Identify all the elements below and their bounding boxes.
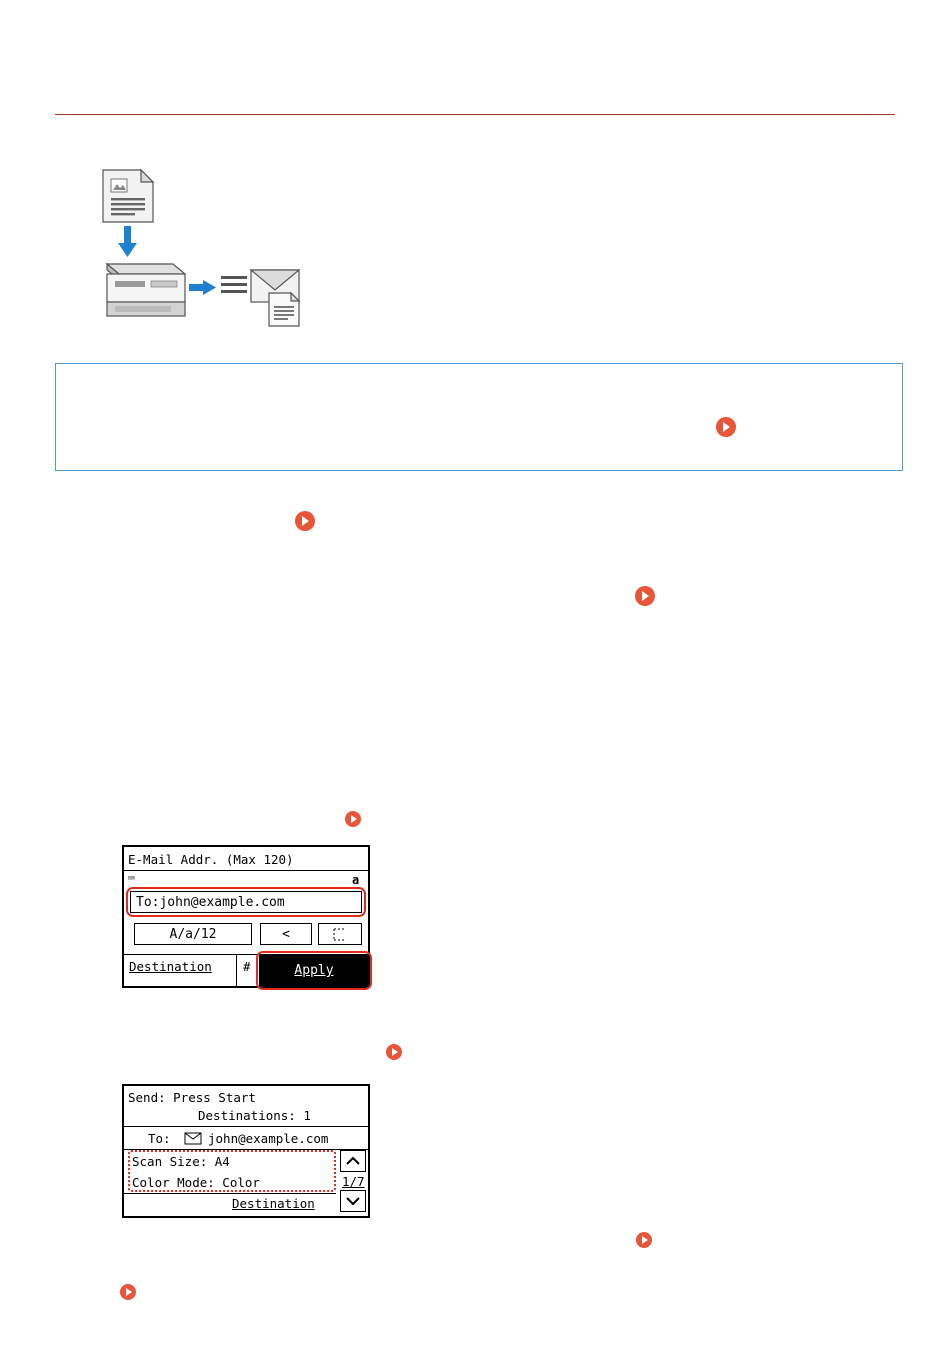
backspace-label: < [282,926,290,942]
step-bullet-4[interactable] [386,1044,402,1060]
bottom-separator-1 [236,954,237,986]
chevron-down-icon [346,1196,360,1206]
callout-box-bullet[interactable] [716,417,736,437]
send-title-divider [124,1126,368,1127]
backspace-button[interactable] [260,923,312,945]
character-mode-indicator: a [352,873,360,887]
page-indicator: 1/7 [342,1174,365,1189]
scroll-down-button[interactable] [340,1190,366,1212]
step-bullet-5[interactable] [636,1232,652,1248]
apply-button[interactable] [260,955,368,986]
to-divider [124,1149,368,1150]
email-address-value: To:john@example.com [136,894,285,910]
step-bullet-6[interactable] [120,1284,136,1300]
to-value: john@example.com [208,1131,329,1146]
header-divider [55,114,895,115]
setting-color-mode[interactable]: Color Mode: Color [132,1175,260,1190]
envelope-icon [184,1132,202,1145]
destinations-count: Destinations: 1 [198,1108,311,1123]
input-mode-icon: ⌨ [128,872,135,885]
title-divider [124,870,368,871]
email-screen-title: E-Mail Addr. (Max 120) [128,852,294,867]
scan-to-email-illustration [85,160,305,335]
to-label: To: [148,1131,171,1146]
step-bullet-3[interactable] [345,811,361,827]
setting-scan-size[interactable]: Scan Size: A4 [132,1154,230,1169]
send-bottom-divider [124,1193,336,1194]
cursor-icon [332,928,348,941]
send-ready-screen [122,1084,370,1218]
symbol-button[interactable]: # [243,959,251,974]
chevron-up-icon [346,1156,360,1166]
scroll-up-button[interactable] [340,1150,366,1172]
email-address-input[interactable] [130,891,362,913]
step-bullet-1[interactable] [295,511,315,531]
email-address-screen [122,845,370,988]
note-callout-box [55,363,903,471]
character-mode-label: A/a/12 [169,926,217,942]
send-screen-title: Send: Press Start [128,1090,256,1105]
cursor-button[interactable] [318,923,362,945]
send-destination-button[interactable]: Destination [232,1196,315,1211]
step-bullet-2[interactable] [635,586,655,606]
character-mode-button[interactable] [134,923,252,945]
destination-button[interactable]: Destination [129,959,212,974]
apply-label: Apply [294,963,334,978]
